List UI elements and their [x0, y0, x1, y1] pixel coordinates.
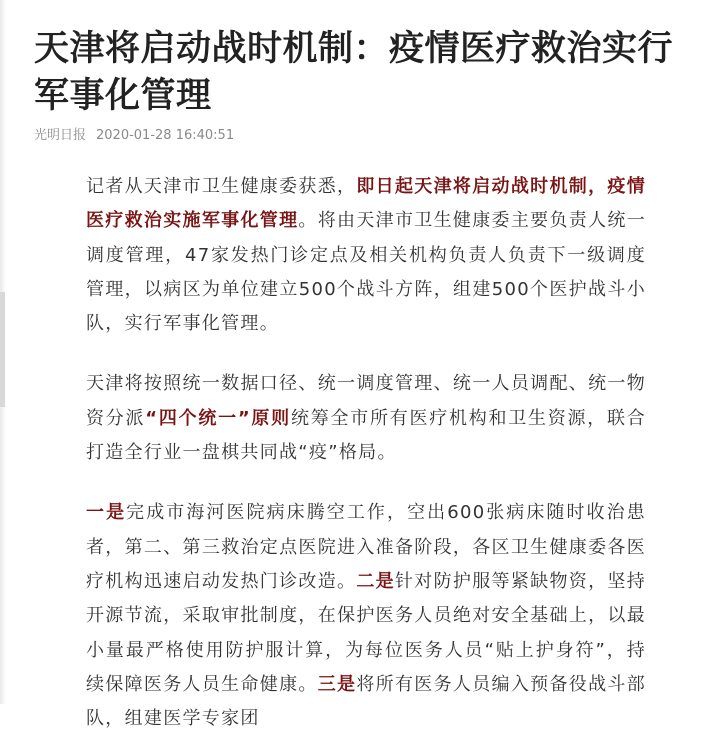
- article-body: [86, 170, 646, 736]
- source-label[interactable]: 光明日报: [34, 128, 87, 143]
- paragraph-3-marker-3: 三是: [317, 673, 357, 695]
- paragraph-2-highlight: “四个统一”原则: [145, 407, 291, 429]
- paragraph-2-lead: 天津将按照统一数据口径、统一调度管理、统一人员调配、统一物资分派: [86, 373, 646, 429]
- paragraph-3-text-2: 针对防护服等紧缺物资，坚持开源节流，采取审批制度，在保护医务人员绝对安全基础上，以最小量最严格使用防护服计算，为每位医务人员“贴上护身符”，持续保障医务人员生命健康。: [86, 570, 646, 695]
- paragraph-3-text-1: 完成市海河医院病床腾空工作，空出600张病床随时收治患者，第二、第三救治定点医院进入准备阶段，各区卫生健康委各医疗机构迅速启动发热门诊改造。: [86, 502, 646, 592]
- paragraph-2-rest: 统筹全市所有医疗机构和卫生资源，联合打造全行业一盘棋共同战“疫”格局。: [86, 407, 647, 464]
- paragraph-3-text-3: 将所有医务人员编入预备役战斗部队，组建医学专家团: [86, 673, 646, 730]
- article-title: 天津将启动战时机制：疫情医疗救治实行军事化管理: [34, 29, 674, 116]
- paragraph-3-marker-2: 二是: [356, 570, 395, 592]
- paragraph-1-highlight: 即日起天津将启动战时机制，疫情医疗救治实施军事化管理: [86, 176, 647, 232]
- article-meta: [34, 127, 244, 145]
- paragraph-3: [86, 496, 646, 736]
- paragraph-1-rest: 。将由天津市卫生健康委主要负责人统一调度管理，47家发热门诊定点及相关机构负责人负责下一级调度管理，以病区为单位建立500个战斗方阵，组建500个医护战斗小队，实行军事化管理。: [86, 210, 646, 335]
- paragraph-2: [86, 367, 646, 470]
- publish-datetime: 2020-01-28 16:40:51: [96, 128, 235, 143]
- paragraph-1: [86, 170, 646, 341]
- paragraph-1-lead: 记者从天津市卫生健康委获悉，: [86, 176, 357, 197]
- left-edge-shadow: [0, 292, 5, 407]
- paragraph-3-marker-1: 一是: [86, 502, 127, 524]
